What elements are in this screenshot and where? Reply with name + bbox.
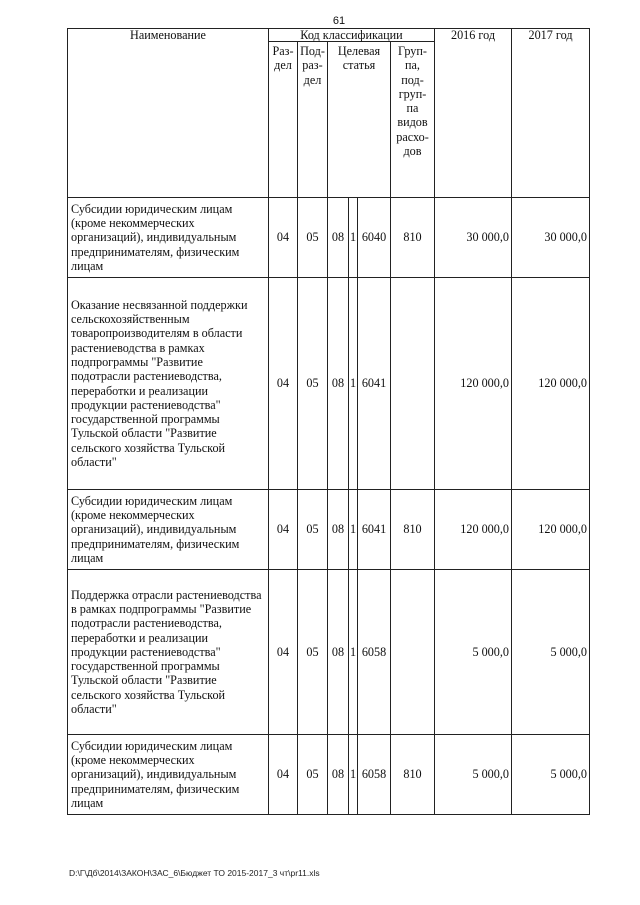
row-amount-2017: 5 000,0 bbox=[512, 735, 590, 815]
file-path-footer: D:\Г\Дб\2014\ЗАКОН\ЗАС_6\Бюджет ТО 2015-2017_3 чт\pr11.xls bbox=[69, 868, 320, 878]
row-name: Субсидии юридическим лицам (кроме некоммерческих организаций), индивидуальным предпринимателям, физическим лицам bbox=[68, 490, 269, 570]
row-name: Поддержка отрасли растениеводства в рамках подпрограммы "Развитие подотрасли растениеводства, переработки и реализации продукции растениеводства" государственной программы Тульской области "Развитие сельского хозяйства Тульской области" bbox=[68, 570, 269, 735]
row-expense-group: 810 bbox=[391, 735, 435, 815]
header-expense-group: Груп- па, под- груп- па видов расхо- дов bbox=[391, 42, 435, 198]
table-row bbox=[68, 735, 590, 815]
row-subsection: 05 bbox=[298, 278, 328, 490]
row-subsection: 05 bbox=[298, 490, 328, 570]
table-row bbox=[68, 570, 590, 735]
row-section: 04 bbox=[269, 570, 298, 735]
row-target-direction: 6058 bbox=[358, 735, 391, 815]
row-target-direction: 6058 bbox=[358, 570, 391, 735]
row-target-program: 08 bbox=[328, 490, 349, 570]
page-number: 61 bbox=[332, 15, 346, 27]
row-amount-2017: 120 000,0 bbox=[512, 278, 590, 490]
row-subsection: 05 bbox=[298, 735, 328, 815]
header-year-2016: 2016 год bbox=[435, 29, 512, 198]
row-expense-group bbox=[391, 278, 435, 490]
header-section: Раз- дел bbox=[269, 42, 298, 198]
row-target-direction: 6040 bbox=[358, 198, 391, 278]
row-amount-2016: 120 000,0 bbox=[435, 278, 512, 490]
row-target-program: 08 bbox=[328, 278, 349, 490]
row-expense-group: 810 bbox=[391, 490, 435, 570]
row-amount-2017: 120 000,0 bbox=[512, 490, 590, 570]
row-expense-group: 810 bbox=[391, 198, 435, 278]
row-target-subprogram: 1 bbox=[349, 278, 358, 490]
row-target-subprogram: 1 bbox=[349, 570, 358, 735]
row-name: Оказание несвязанной поддержки сельскохозяйственным товаропроизводителям в области растениеводства в рамках подпрограммы "Развитие подотрасли растениеводства, переработки и реализации продукции растениеводства" государственной программы Тульской области "Развитие сельского хозяйства Тульской области" bbox=[68, 278, 269, 490]
row-target-program: 08 bbox=[328, 198, 349, 278]
row-target-direction: 6041 bbox=[358, 278, 391, 490]
header-year-2017: 2017 год bbox=[512, 29, 590, 198]
row-target-subprogram: 1 bbox=[349, 735, 358, 815]
row-amount-2016: 5 000,0 bbox=[435, 735, 512, 815]
budget-table bbox=[67, 28, 590, 815]
header-row-top bbox=[68, 29, 590, 42]
row-amount-2016: 120 000,0 bbox=[435, 490, 512, 570]
row-section: 04 bbox=[269, 278, 298, 490]
row-target-subprogram: 1 bbox=[349, 198, 358, 278]
row-section: 04 bbox=[269, 735, 298, 815]
row-target-direction: 6041 bbox=[358, 490, 391, 570]
row-amount-2017: 5 000,0 bbox=[512, 570, 590, 735]
row-target-subprogram: 1 bbox=[349, 490, 358, 570]
row-name: Субсидии юридическим лицам (кроме некоммерческих организаций), индивидуальным предпринимателям, физическим лицам bbox=[68, 735, 269, 815]
table-row bbox=[68, 490, 590, 570]
row-subsection: 05 bbox=[298, 198, 328, 278]
row-section: 04 bbox=[269, 198, 298, 278]
row-section: 04 bbox=[269, 490, 298, 570]
row-target-program: 08 bbox=[328, 735, 349, 815]
row-amount-2016: 5 000,0 bbox=[435, 570, 512, 735]
row-target-program: 08 bbox=[328, 570, 349, 735]
header-classification-code: Код классификации bbox=[269, 29, 435, 42]
header-target-article: Целевая статья bbox=[328, 42, 391, 198]
row-expense-group bbox=[391, 570, 435, 735]
header-subsection: Под- раз- дел bbox=[298, 42, 328, 198]
row-amount-2017: 30 000,0 bbox=[512, 198, 590, 278]
header-name: Наименование bbox=[68, 29, 269, 198]
row-name: Субсидии юридическим лицам (кроме некоммерческих организаций), индивидуальным предпринимателям, физическим лицам bbox=[68, 198, 269, 278]
row-subsection: 05 bbox=[298, 570, 328, 735]
table-row bbox=[68, 278, 590, 490]
row-amount-2016: 30 000,0 bbox=[435, 198, 512, 278]
table-row bbox=[68, 198, 590, 278]
